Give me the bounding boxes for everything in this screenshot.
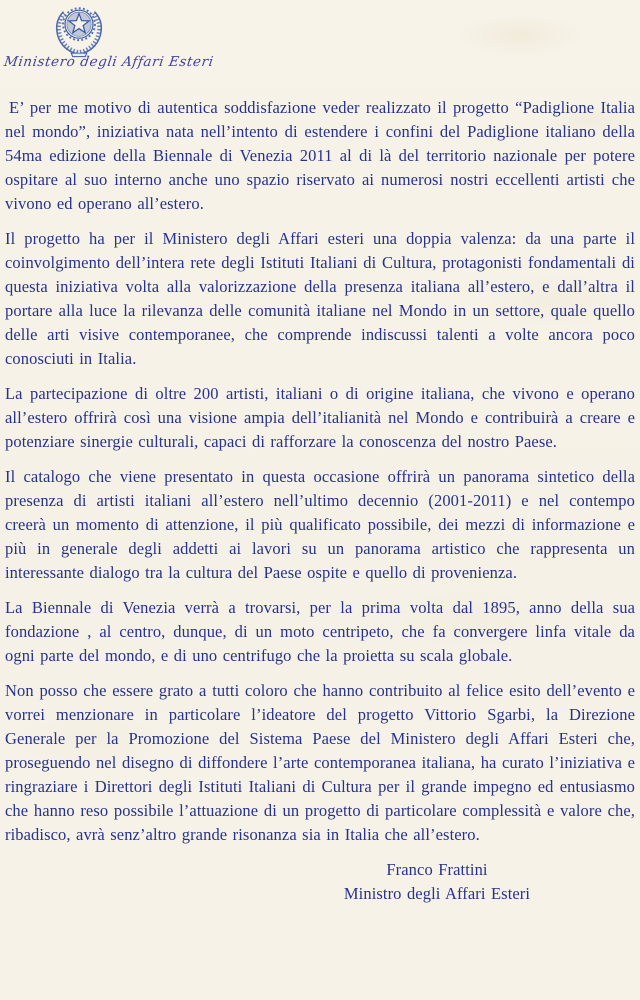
signature-name: Franco Frattini <box>386 860 488 879</box>
paragraph-1: E’ per me motivo di autentica soddisfazione veder realizzato il progetto “Padiglione Italia nel mondo”, iniziativa nata nell’intento di estendere i confini del Padiglione italiano della 54ma edizione della Biennale di Venezia 2011 al di là del territorio nazionale per potere ospitare al suo interno anche uno spazio riservato ai numerosi nostri eccellenti artisti che vivono ed operano all’estero. <box>5 98 635 213</box>
paragraph-3: La partecipazione di oltre 200 artisti, italiani o di origine italiana, che vivono e operano all’estero offrirà così una visione ampia dell’italianità nel Mondo e contribuirà a creare e potenziare sinergie culturali, capaci di rafforzare la conoscenza del nostro Paese. <box>5 384 635 451</box>
paragraph-5: La Biennale di Venezia verrà a trovarsi, per la prima volta dal 1895, anno della sua fondazione , al centro, dunque, di un moto centripeto, che fa convergere linfa vitale da ogni parte del mondo, e di uno centrifugo che la proietta su scala globale. <box>5 598 635 665</box>
signature-title: Ministro degli Affari Esteri <box>343 884 531 903</box>
italian-republic-emblem-icon <box>50 2 108 58</box>
paragraph-4: Il catalogo che viene presentato in questa occasione offrirà un panorama sintetico della presenza di artisti italiani all’estero nell’ultimo decennio (2001-2011) e nel contempo creerà un momento di attenzione, il più qualificato possibile, dei mezzi di informazione e più in generale degli addetti ai lavori su un panorama artistico che rappresenta un interessante dialogo tra la cultura del Paese ospite e quello di provenienza. <box>5 467 635 582</box>
paragraph-6: Non posso che essere grato a tutti coloro che hanno contribuito al felice esito dell’evento e vorrei menzionare in particolare l’ideatore del progetto Vittorio Sgarbi, la Direzione Generale per la Promozione del Sistema Paese del Ministero degli Affari Esteri che, proseguendo nel disegno di diffondere l’arte contemporanea italiana, ha curato l’iniziativa e ringraziare i Direttori degli Istituti Italiani di Cultura per il grande impegno ed entusiasmo che hanno reso possibile l’attuazione di un progetto di particolare complessità e valore che, ribadisco, avrà senz’altro grande risonanza sia in Italia che all’estero. <box>5 681 635 844</box>
signature-block <box>307 858 567 906</box>
letterhead <box>0 0 640 92</box>
paragraph-2: Il progetto ha per il Ministero degli Affari esteri una doppia valenza: da una parte il coinvolgimento dell’intera rete degli Istituti Italiani di Cultura, protagonisti fondamentali di questa iniziativa volta alla valorizzazione della presenza italiana all’estero, e dall’altra il portare alla luce la rilevanza delle comunità italiane nel Mondo in un settore, quale quello delle arti visive contemporanee, che comprende indiscussi talenti a volte ancora poco conosciuti in Italia. <box>5 229 635 368</box>
letter-body <box>5 96 635 906</box>
ministry-script-title: Ministero degli Affari Esteri <box>2 54 215 70</box>
